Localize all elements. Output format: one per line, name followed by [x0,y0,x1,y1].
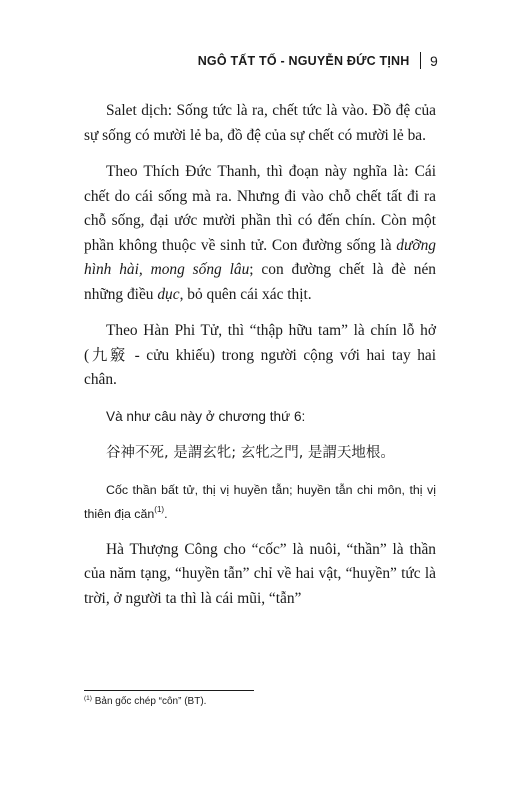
footnote-text: Bản gốc chép “côn” (BT). [94,696,207,707]
footnote-divider [84,690,254,691]
paragraph-thich-duc-thanh [84,160,436,307]
paragraph-chapter-6-intro: Và như câu này ở chương thứ 6: [106,408,306,424]
paragraph-text: , bỏ quên cái xác thịt. [179,285,312,303]
italic-phrase: dưỡng hình hài, mong sống lâu [84,236,436,278]
running-header [198,52,438,69]
italic-word: dục [157,285,180,303]
footnote [84,696,206,707]
page-number: 9 [430,52,438,69]
footnote-reference[interactable]: (1) [154,504,165,514]
paragraph-text: ; con đường chết là đè nén những điều [84,261,437,303]
paragraph-han-phi-tu: Theo Hàn Phi Tử, thì “thập hữu tam” là chín lỗ hở (九竅 - cửu khiếu) trong người cộng với hai tay hai chân. [84,322,436,388]
transliteration-text: Cốc thần bất tử, thị vị huyền tẫn; huyền tẫn chi môn, thị vị thiên địa căn [84,482,436,521]
paragraph-text: Theo Thích Đức Thanh, thì đoạn này nghĩa là: Cái chết do cái sống mà ra. Nhưng đi vào chỗ chết tất đi ra chỗ sống, đại ước mười phần thì có đến chín. Còn một phần không thuộc về sinh tử. Con đường sống là [84,163,436,254]
header-divider [420,52,422,69]
transliteration-paragraph [84,478,436,526]
body-text [84,99,436,623]
transliteration-end: . [164,506,168,521]
header-authors: NGÔ TẤT TỐ - NGUYỄN ĐỨC TỊNH [197,53,410,68]
paragraph-ha-thuong-cong: Hà Thượng Công cho “cốc” là nuôi, “thần” là thần của năm tạng, “huyền tẫn” chỉ về hai vật, “huyền” tức là trời, ở người ta thì là cái mũi, “tẫn” [84,540,436,607]
footnote-marker: (1) [84,695,92,702]
paragraph-salet: Salet dịch: Sống tức là ra, chết tức là vào. Đồ đệ của sự sống có mười lẻ ba, đồ đệ của sự chết có mười lẻ ba. [84,102,436,144]
chinese-quote: 谷神不死, 是謂玄牝; 玄牝之門, 是謂天地根。 [106,445,395,461]
